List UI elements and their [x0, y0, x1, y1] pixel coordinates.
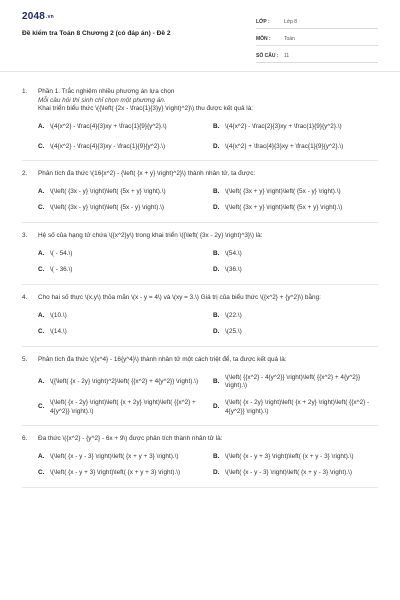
option-letter: D. — [213, 142, 220, 150]
question-number: 6. — [22, 435, 28, 443]
option-list — [38, 374, 378, 417]
question-list — [0, 72, 400, 488]
option-text: \(\left( {x - 2y} \right)\left( {x + 2y} \right)\left( {{x^2} + 4{y^2}} \right).\) — [50, 398, 196, 415]
page-title: Đề kiểm tra Toán 8 Chương 2 (có đáp án) - Đề 2 — [22, 29, 171, 37]
option-a[interactable] — [38, 453, 203, 462]
option-text: \(\left( {3x + y} \right)\left( {5x + y} \right).\) — [225, 204, 343, 212]
question-1 — [22, 88, 378, 161]
question-stem: Đa thức \({x^2} - {y^2} - 6x + 9\) được phân tích thành nhân tử là: — [38, 435, 223, 443]
option-letter: C. — [38, 403, 45, 411]
option-b[interactable] — [213, 250, 378, 259]
option-letter: C. — [38, 142, 45, 150]
option-text: \(\left( {3x - y} \right)\left( {5x - y} \right).\) — [50, 204, 164, 212]
question-number: 1. — [22, 88, 28, 95]
option-text: \( - 36.\) — [50, 266, 73, 274]
question-number: 5. — [22, 355, 28, 363]
option-letter: A. — [38, 311, 45, 319]
question-3 — [22, 232, 378, 285]
option-letter: C. — [38, 469, 45, 477]
question-6 — [22, 435, 378, 488]
option-text: \(36.\) — [225, 266, 242, 274]
question-number: 3. — [22, 232, 28, 240]
option-list — [38, 250, 378, 275]
option-d[interactable] — [213, 204, 378, 213]
option-text: \(22.\) — [225, 311, 242, 319]
option-d[interactable] — [213, 143, 378, 152]
exam-meta — [256, 16, 378, 67]
option-letter: C. — [38, 328, 45, 336]
option-letter: A. — [38, 187, 45, 195]
option-a[interactable] — [38, 374, 203, 391]
option-letter: D. — [213, 328, 220, 336]
question-4 — [22, 294, 378, 347]
question-stem: Phân tích đa thức \({x^4} - 16{y^4}\) thành nhân tử một cách triệt để, ta được kết quả là: — [38, 355, 287, 363]
meta-value: 11 — [284, 52, 290, 59]
meta-value: Toán — [284, 35, 295, 42]
option-a[interactable] — [38, 123, 203, 132]
question-stem: Phân tích đa thức \(16{x^2} - {\left( {x + y} \right)^2}\) thành nhân tử, ta được: — [38, 170, 256, 178]
option-c[interactable] — [38, 469, 203, 478]
option-text: \(\left( {x - y + 3} \right)\left( {x + y - 3} \right).\) — [225, 452, 354, 460]
question-number: 4. — [22, 294, 28, 302]
meta-value: Lớp 8 — [284, 18, 298, 25]
option-letter: B. — [213, 452, 220, 460]
option-letter: A. — [38, 249, 45, 257]
option-text: \(4{x^2} - \frac{4}{3}xy + \frac{1}{9}{y^2}.\) — [50, 122, 167, 130]
meta-subject — [256, 33, 378, 46]
option-letter: B. — [213, 249, 220, 257]
question-stem: Cho hai số thực \(x,y\) thỏa mãn \(x - y = 4\) và \(xy = 3.\) Giá trị của biểu thức \({x^2} + {y^2}\) bằng: — [38, 294, 321, 302]
meta-question-count — [256, 50, 378, 63]
option-a[interactable] — [38, 312, 203, 321]
logo-tld: .vn — [46, 14, 54, 20]
option-letter: A. — [38, 452, 45, 460]
option-letter: B. — [213, 377, 220, 385]
option-a[interactable] — [38, 250, 203, 259]
page-header — [0, 0, 400, 72]
option-text: \(\left( {x - 2y} \right)\left( {x + 2y} \right)\left( {{x^2} - 4{y^2}} \right).\) — [225, 398, 370, 415]
option-letter: C. — [38, 266, 45, 274]
option-text: \(25.\) — [225, 328, 242, 336]
option-text: \(\left( {x - y - 3} \right)\left( {x + y + 3} \right).\) — [50, 452, 179, 460]
option-list — [38, 453, 378, 478]
question-stem: Khai triển biểu thức \({\left( {2x - \frac{1}{3}y} \right)^2}\) thu được kết quả là: — [38, 105, 254, 113]
option-list — [38, 312, 378, 337]
option-text: \(10.\) — [50, 311, 67, 319]
meta-key: MÔN : — [256, 35, 271, 42]
option-b[interactable] — [213, 188, 378, 197]
option-text: \(\left( {x - y - 3} \right)\left( {x + y - 3} \right).\) — [225, 469, 352, 477]
section-instruction: Mỗi câu hỏi thí sinh chỉ chọn một phương án. — [38, 96, 166, 104]
meta-key: SỐ CÂU : — [256, 52, 279, 59]
option-list — [38, 123, 378, 151]
option-letter: D. — [213, 403, 220, 411]
option-text: \(4{x^2} - \frac{4}{3}xy - \frac{1}{9}{y^2}.\) — [50, 142, 166, 150]
option-a[interactable] — [38, 188, 203, 197]
logo-text: 2048 — [22, 11, 46, 22]
option-c[interactable] — [38, 204, 203, 213]
option-letter: B. — [213, 311, 220, 319]
option-d[interactable] — [213, 469, 378, 478]
option-text: \(4{x^2} + \frac{4}{3}xy + \frac{1}{9}{y^2}.\) — [225, 142, 344, 150]
option-list — [38, 188, 378, 213]
option-text: \(14.\) — [50, 328, 67, 336]
option-b[interactable] — [213, 123, 378, 132]
option-letter: C. — [38, 204, 45, 212]
meta-class — [256, 16, 378, 29]
option-text: \(4{x^2} - \frac{2}{3}xy + \frac{1}{9}{y^2}.\) — [225, 122, 342, 130]
option-c[interactable] — [38, 266, 203, 275]
option-c[interactable] — [38, 143, 203, 152]
option-letter: B. — [213, 187, 220, 195]
section-heading: Phần 1. Trắc nghiệm nhiều phương án lựa chọn — [38, 88, 175, 95]
option-letter: D. — [213, 469, 220, 477]
option-d[interactable] — [213, 266, 378, 275]
option-text: \(\left( {3x - y} \right)\left( {5x + y} \right).\) — [50, 187, 166, 195]
option-b[interactable] — [213, 453, 378, 462]
option-c[interactable] — [38, 399, 203, 416]
option-text: \(\left( {3x + y} \right)\left( {5x - y} \right).\) — [225, 187, 341, 195]
option-d[interactable] — [213, 399, 378, 416]
option-text: \(\left( {x - y + 3} \right)\left( {x + y + 3} \right).\) — [50, 469, 181, 477]
option-text: \(\left( {{x^2} - 4{y^2}} \right)\left( {{x^2} + 4{y^2}} \right).\) — [225, 373, 361, 390]
option-c[interactable] — [38, 328, 203, 337]
option-d[interactable] — [213, 328, 378, 337]
option-letter: A. — [38, 377, 45, 385]
option-letter: A. — [38, 122, 45, 130]
question-number: 2. — [22, 170, 28, 178]
option-letter: D. — [213, 204, 220, 212]
option-text: \(54.\) — [225, 249, 242, 257]
option-letter: D. — [213, 266, 220, 274]
option-b[interactable] — [213, 374, 378, 391]
option-b[interactable] — [213, 312, 378, 321]
option-letter: B. — [213, 122, 220, 130]
option-text: \( - 54.\) — [50, 249, 73, 257]
question-5 — [22, 356, 378, 426]
meta-key: LỚP : — [256, 18, 270, 25]
question-2 — [22, 170, 378, 223]
question-stem: Hệ số của hạng tử chứa \({x^2}y\) trong khai triển \({\left( {3x - 2y} \right)^3}\) là: — [38, 232, 263, 240]
option-text: \({\left( {x - 2y} \right)^2}\left( {{x^2} + 4{y^2}} \right).\) — [50, 377, 199, 385]
